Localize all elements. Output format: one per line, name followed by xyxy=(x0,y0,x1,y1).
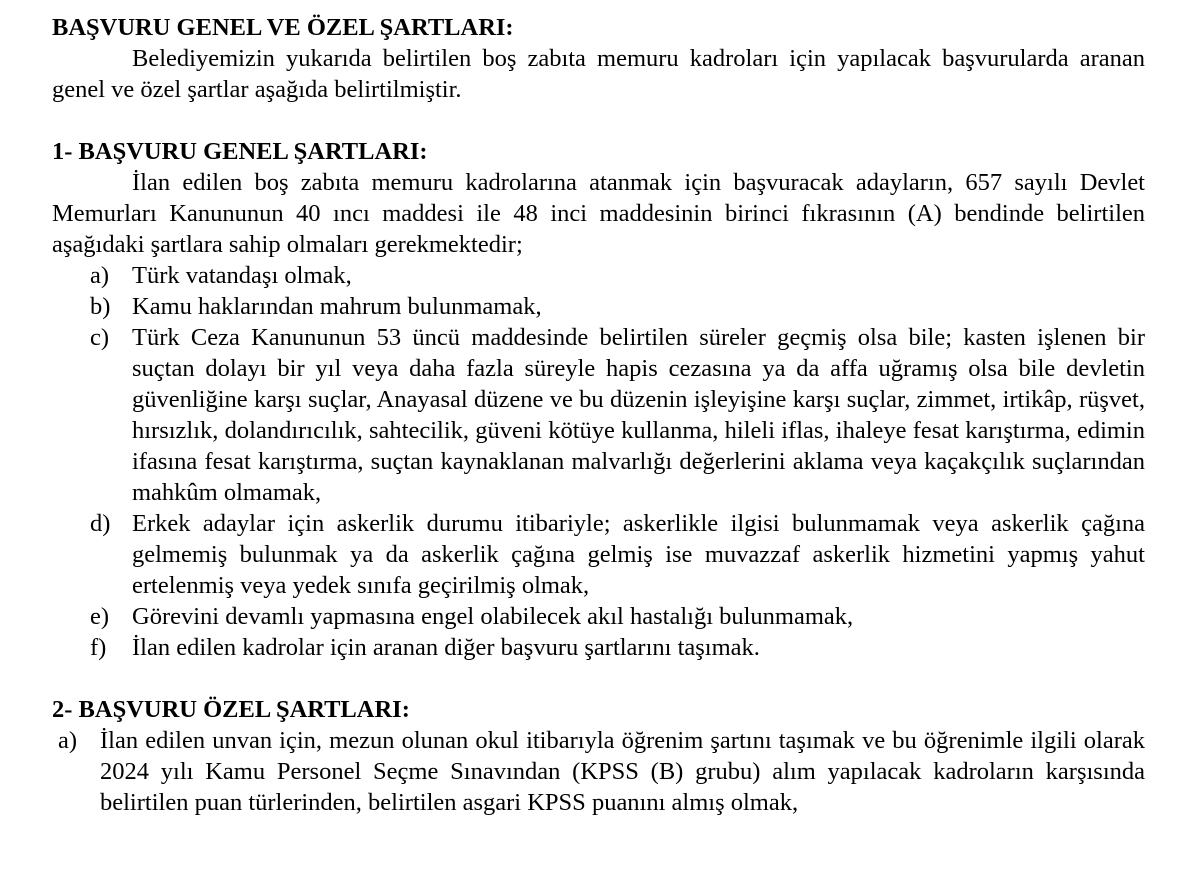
list-item xyxy=(52,260,1145,291)
intro-paragraph: Belediyemizin yukarıda belirtilen boş zabıta memuru kadroları için yapılacak başvurularda aranan genel ve özel şartlar aşağıda belirtilmiştir. xyxy=(52,45,1145,103)
spacer xyxy=(52,663,1145,694)
list-marker: a) xyxy=(58,727,78,754)
list-item xyxy=(52,508,1145,601)
spacer xyxy=(52,105,1145,136)
list-marker: f) xyxy=(90,634,107,661)
list-item-text: Görevini devamlı yapmasına engel olabilecek akıl hastalığı bulunmamak, xyxy=(132,603,854,630)
list-marker: c) xyxy=(90,324,110,351)
list-item-text: Türk Ceza Kanununun 53 üncü maddesinde belirtilen süreler geçmiş olsa bile; kasten işlenen bir suçtan dolayı bir yıl veya daha fazla süreyle hapis cezasına ya da affa uğramış olsa bile devletin güvenliğine karşı suçlar, Anayasal düzene ve bu düzenin işleyişine karşı suçlar, zimmet, irtikâp, rüşvet, hırsızlık, dolandırıcılık, sahtecilik, güveni kötüye kullanma, hileli iflas, ihaleye fesat karıştırma, edimin ifasına fesat karıştırma, suçtan kaynaklanan malvarlığı değerlerini aklama veya kaçakçılık suçlarından mahkûm olmamak, xyxy=(132,324,1145,506)
list-item-text: Kamu haklarından mahrum bulunmamak, xyxy=(132,293,542,320)
list-marker: b) xyxy=(90,293,111,320)
section-1-heading: 1- BAŞVURU GENEL ŞARTLARI: xyxy=(52,138,428,165)
list-item xyxy=(52,632,1145,663)
list-marker: d) xyxy=(90,510,111,537)
section-1-list xyxy=(52,260,1145,663)
list-marker: e) xyxy=(90,603,110,630)
list-item xyxy=(52,291,1145,322)
section-2-list xyxy=(52,725,1145,818)
list-item-text: İlan edilen unvan için, mezun olunan okul itibarıyla öğrenim şartını taşımak ve bu öğrenimle ilgili olarak 2024 yılı Kamu Personel Seçme Sınavından (KPSS (B) grubu) alım yapılacak kadroların karşısında belirtilen puan türlerinden, belirtilen asgari KPSS puanını almış olmak, xyxy=(100,727,1145,816)
list-item xyxy=(52,725,1145,818)
list-marker: a) xyxy=(90,262,110,289)
document-title: BAŞVURU GENEL VE ÖZEL ŞARTLARI: xyxy=(52,14,514,41)
list-item xyxy=(52,322,1145,508)
list-item-text: İlan edilen kadrolar için aranan diğer başvuru şartlarını taşımak. xyxy=(132,634,760,661)
section-1-intro: İlan edilen boş zabıta memuru kadrolarına atanmak için başvuracak adayların, 657 sayılı Devlet Memurları Kanununun 40 ıncı maddesi ile 48 inci maddesinin birinci fıkrasının (A) bendinde belirtilen aşağıdaki şartlara sahip olmaları gerekmektedir; xyxy=(52,169,1145,258)
section-2-heading: 2- BAŞVURU ÖZEL ŞARTLARI: xyxy=(52,696,410,723)
list-item xyxy=(52,601,1145,632)
list-item-text: Türk vatandaşı olmak, xyxy=(132,262,352,289)
list-item-text: Erkek adaylar için askerlik durumu itibariyle; askerlikle ilgisi bulunmamak veya askerlik çağına gelmemiş bulunmak ya da askerlik çağına gelmiş ise muvazzaf askerlik hizmetini yapmış yahut ertelenmiş veya yedek sınıfa geçirilmiş olmak, xyxy=(132,510,1145,599)
